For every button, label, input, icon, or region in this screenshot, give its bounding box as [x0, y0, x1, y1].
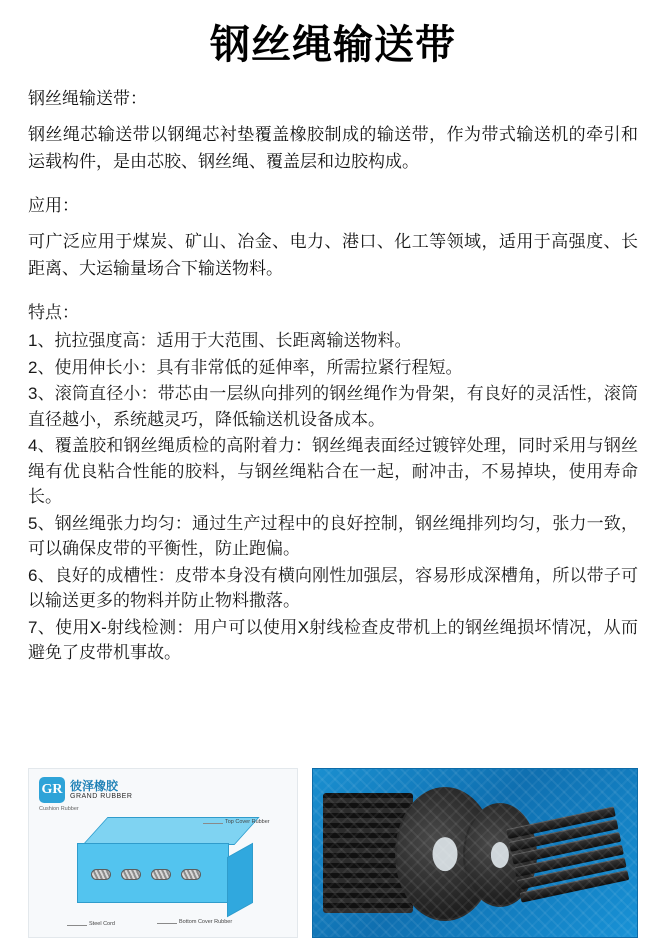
page-title: 钢丝绳输送带 [210, 23, 456, 67]
diagram-label-bottom-cover: Bottom Cover Rubber [179, 919, 233, 925]
feature-item: 3、滚筒直径小：带芯由一层纵向排列的钢丝绳作为骨架，有良好的灵活性，滚筒直径越小，系统越灵巧，降低输送机设备成本。 [28, 384, 638, 429]
feature-item: 7、使用X-射线检测：用户可以使用X射线检查皮带机上的钢丝绳损坏情况，从而避免了皮带机事故。 [28, 617, 638, 663]
product-photo [312, 768, 638, 938]
feature-item: 4、覆盖胶和钢丝绳质检的高附着力：钢丝绳表面经过镀锌处理，同时采用与钢丝绳有优良粘合性能的胶料，与钢丝绳粘合在一起，耐冲击，不易掉块，使用寿命长。 [28, 436, 638, 507]
belt-structure-diagram [28, 768, 298, 938]
belt-roll-icon [395, 787, 495, 921]
logo-text-en: GRAND RUBBER [70, 792, 133, 800]
steel-cord-icon [151, 869, 171, 880]
feature-item: 2、使用伸长小：具有非常低的延伸率，所需拉紧行程短。 [28, 357, 463, 377]
section-body-product: 钢丝绳芯输送带以钢绳芯衬垫覆盖橡胶制成的输送带，作为带式输送机的牵引和运载构件，是由芯胶、钢丝绳、覆盖层和边胶构成。 [28, 125, 638, 171]
logo-mark-icon: GR [39, 777, 65, 803]
diagram-label-top-cover: Top Cover Rubber [225, 819, 270, 825]
logo-text-cn: 彼泽橡胶 [70, 779, 119, 794]
section-heading-application: 应用： [28, 196, 79, 216]
belt-side-face [227, 843, 253, 917]
section-heading-features: 特点： [28, 303, 79, 323]
document-page [0, 22, 666, 952]
steel-cord-icon [181, 869, 201, 880]
diagram-label-steel-cord: Steel Cord [89, 921, 115, 927]
belt-roll-icon [463, 803, 537, 907]
diagram-label-cushion: Cushion Rubber [39, 806, 79, 812]
feature-item: 5、钢丝绳张力均匀：通过生产过程中的良好控制，钢丝绳排列均匀，张力一致，可以确保皮带的平衡性，防止跑偏。 [28, 513, 638, 559]
section-heading-product: 钢丝绳输送带： [28, 89, 147, 108]
feature-item: 6、良好的成槽性：皮带本身没有横向刚性加强层，容易形成深槽角，所以带子可以输送更多的物料并防止物料撒落。 [28, 565, 638, 611]
steel-cord-icon [121, 869, 141, 880]
feature-item: 1、抗拉强度高：适用于大范围、长距离输送物料。 [28, 331, 412, 351]
belt-sheet-stack [506, 806, 630, 905]
steel-cord-icon [91, 869, 111, 880]
figure-row [28, 768, 638, 938]
belt-roll-stack [323, 793, 413, 913]
section-body-application: 可广泛应用于煤炭、矿山、冶金、电力、港口、化工等领域，适用于高强度、长距离、大运输量场合下输送物料。 [28, 232, 638, 278]
brand-logo [39, 777, 132, 803]
logo-text [70, 780, 132, 800]
